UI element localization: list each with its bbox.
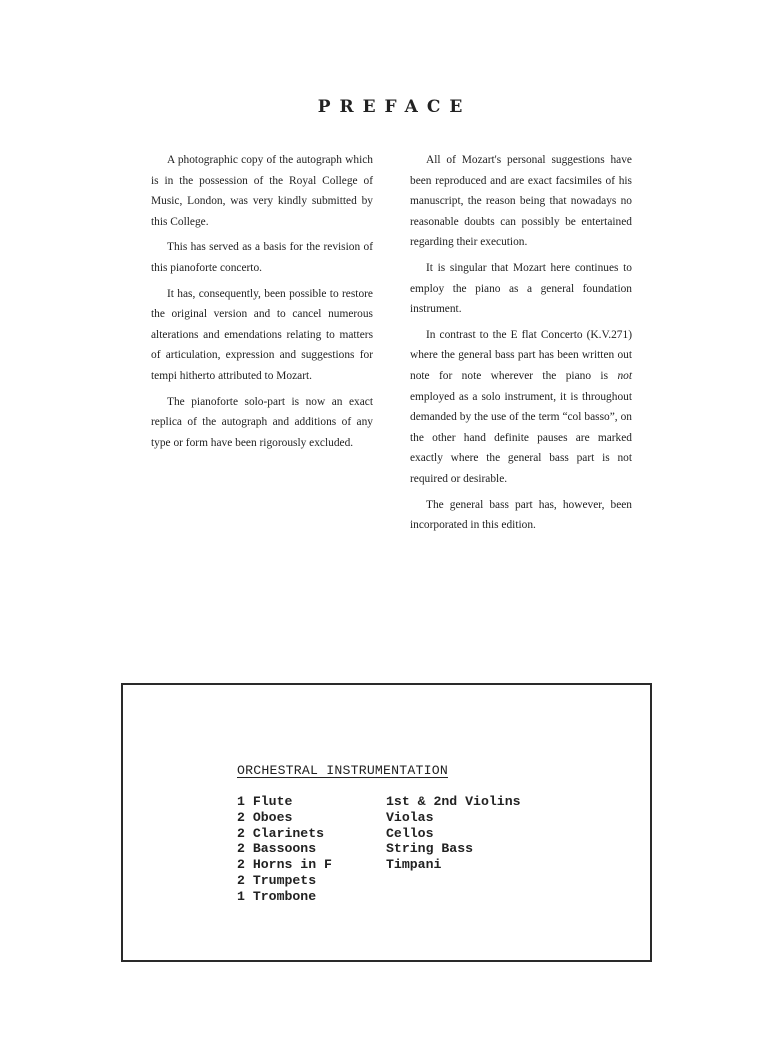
preface-paragraph: It is singular that Mozart here continues to employ the piano as a general foundation instrument. — [410, 261, 632, 316]
preface-paragraph: All of Mozart's personal suggestions have been reproduced and are exact facsimiles of his manuscript, the reason being that nowadays no reasonable doubts can possibly be entertained regarding their execution. — [410, 154, 632, 249]
instrument-item: 1 Trombone — [237, 888, 317, 904]
preface-paragraph — [410, 325, 632, 490]
preface-left-column — [151, 150, 373, 458]
paragraph-text: In contrast to the E flat Concerto (K.V.271) where the general bass part has been written out note for note wherever the piano is — [410, 328, 632, 382]
instrument-item: String Bass — [386, 841, 474, 857]
instrument-item: 1st & 2nd Violins — [386, 794, 521, 809]
instrument-item: 2 Trumpets — [237, 872, 317, 888]
instrument-item: 2 Horns in F — [237, 857, 332, 873]
emphasized-word: not — [617, 369, 632, 382]
instrument-item: Violas — [386, 809, 434, 825]
instrument-item: 2 Bassoons — [237, 841, 317, 857]
preface-paragraph: This has served as a basis for the revision of this pianoforte concerto. — [151, 241, 373, 274]
page-title: PREFACE — [317, 97, 472, 118]
preface-paragraph: It has, consequently, been possible to restore the original version and to cancel numerous alterations and emendations relating to matters of articulation, expression and suggestions for tempi hitherto attributed to Mozart. — [151, 287, 373, 382]
strings-percussion-list — [386, 794, 521, 873]
instrument-item: Cellos — [386, 825, 434, 841]
instrumentation-box — [121, 683, 652, 962]
instrumentation-heading: ORCHESTRAL INSTRUMENTATION — [237, 763, 448, 778]
preface-paragraph: The pianoforte solo-part is now an exact replica of the autograph and additions of any type or form have been rigorously excluded. — [151, 395, 373, 449]
preface-paragraph: The general bass part has, however, been incorporated in this edition. — [410, 498, 632, 532]
preface-right-column — [410, 150, 632, 541]
paragraph-text: employed as a solo instrument, it is throughout demanded by the use of the term “col basso”, on the other hand definite pauses are marked exactly where the general bass part is not required or desirable. — [410, 390, 632, 485]
instrument-item: 2 Clarinets — [237, 825, 325, 841]
instrument-item: 1 Flute — [237, 794, 293, 809]
winds-brass-list — [237, 794, 332, 905]
preface-paragraph: A photographic copy of the autograph which is in the possession of the Royal College of Music, London, was very kindly submitted by this College. — [151, 154, 373, 228]
instrument-item: Timpani — [386, 857, 442, 873]
instrument-item: 2 Oboes — [237, 809, 293, 825]
